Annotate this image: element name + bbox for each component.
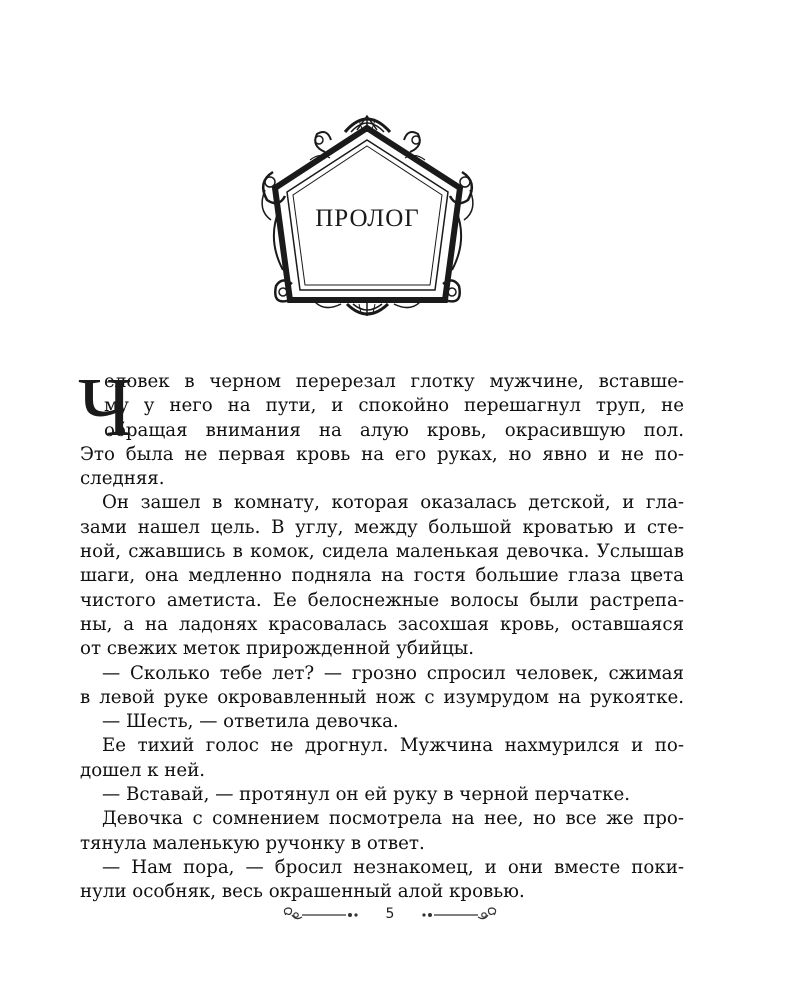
text-line: от свежих меток прирожденной убийцы. [80,638,475,660]
text-line: Девочка с сомнением посмотрела на нее, но все же про- [102,808,684,830]
text-line: еловек в черном перерезал глотку мужчине, вставше- [104,371,684,392]
text-line: шаги, она медленно подняла на гостя большие глаза цвета [80,565,684,587]
text-line: зами нашел цель. В углу, между большой кроватью и сте- [80,516,684,538]
drop-cap: Ч [78,361,133,454]
text-line: му у него на пути, и спокойно перешагнул труп, не [104,395,684,417]
body-text [78,361,684,905]
chapter-title: ПРОЛОГ [315,205,420,232]
chapter-frame [255,110,480,325]
text-line: Это была не первая кровь на его руках, но явно и не по- [80,443,684,465]
text-line: следняя. [80,468,165,490]
flourish-right-icon [420,905,500,925]
text-line: — Шесть, — ответила девочка. [102,711,399,733]
text-line: Он зашел в комнату, которая оказалась детской, и гла- [102,492,684,514]
text-line: — Вставай, — протянул он ей руку в черной перчатке. [102,784,631,806]
text-line: ны, а на ладонях красовалась засохшая кровь, оставшаяся [80,613,684,635]
text-line: обращая внимания на алую кровь, окрасившую пол. [104,419,684,441]
page-footer [280,905,500,927]
text-line: Ее тихий голос не дрогнул. Мужчина нахмурился и по- [102,735,684,757]
page-number: 5 [385,906,395,922]
text-line: — Сколько тебе лет? — грозно спросил человек, сжимая [102,662,684,684]
text-line: в левой руке окровавленный нож с изумрудом на рукоятке. [80,686,684,708]
text-line: тянула маленькую ручонку в ответ. [80,832,425,854]
text-line: нули особняк, весь окрашенный алой кровью. [80,881,525,903]
text-line: ной, сжавшись в комок, сидела маленькая девочка. Услышав [80,541,684,563]
text-line: чистого аметиста. Ее белоснежные волосы были растрепа- [80,589,684,611]
text-line: дошел к ней. [80,759,206,781]
flourish-left-icon [280,905,360,925]
text-line: — Нам пора, — бросил незнакомец, и они вместе поки- [102,856,684,878]
